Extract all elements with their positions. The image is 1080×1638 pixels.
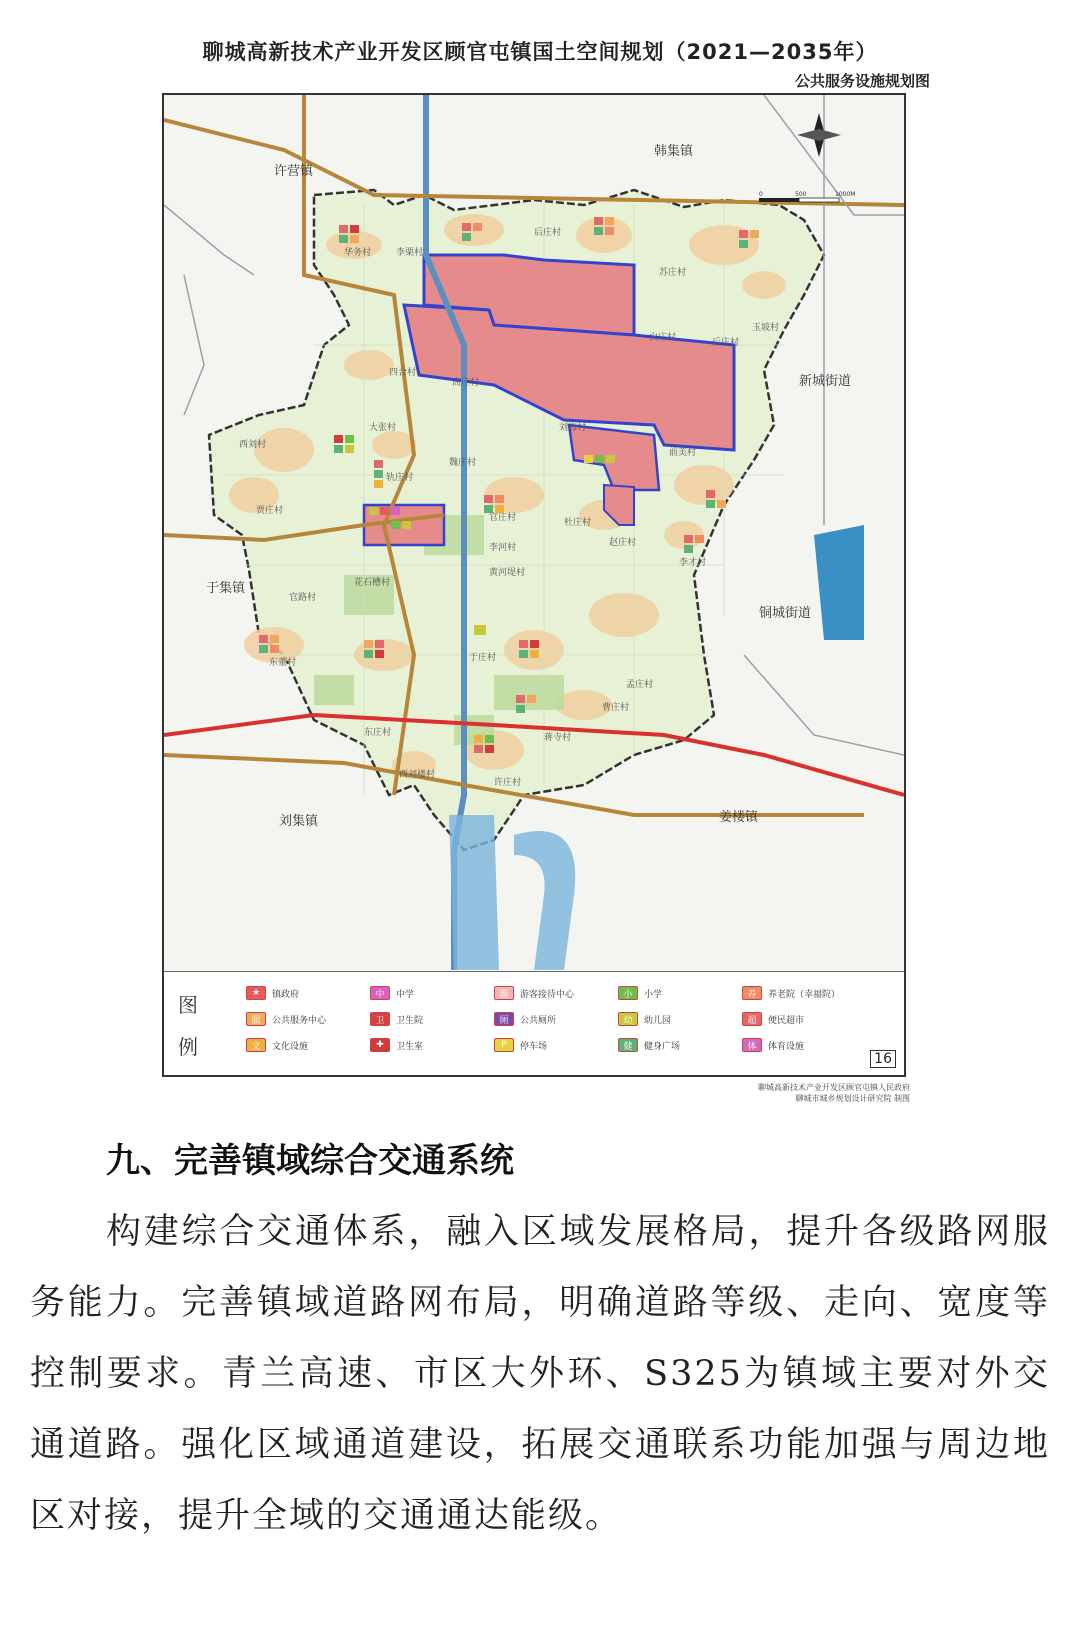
legend-label: 养老院（幸福院） [768,989,841,1000]
village-label: 苏庄村 [659,268,687,278]
village-label: 许庄村 [494,778,522,788]
village-label: 官路村 [289,593,317,603]
legend-label: 幼儿园 [644,1015,672,1026]
legend-item [494,1036,618,1054]
village-label: 后庄村 [534,228,562,238]
legend-item [370,1036,494,1054]
map-subtitle: 公共服务设施规划图 [794,72,930,90]
map-frame [162,93,906,1077]
legend-item [494,984,618,1002]
village-label: 杜庄村 [564,518,592,528]
legend-symbol-icon: 文 [246,1038,266,1052]
village-label: 赵庄村 [609,538,637,548]
legend-symbol-icon: 厕 [494,1012,514,1026]
village-label: 官庄村 [489,513,517,523]
label-yuji: 于集镇 [206,581,246,596]
legend-label: 卫生院 [396,1015,424,1026]
legend-label: 停车场 [520,1041,548,1052]
legend-symbol-icon: P [494,1038,514,1052]
village-label: 李河村 [489,543,517,553]
legend-symbol-icon: 超 [742,1012,762,1026]
legend-label: 文化设施 [272,1041,309,1052]
planning-map [164,95,904,970]
legend-item [494,1010,618,1028]
legend-item [742,1036,866,1054]
label-liuji: 刘集镇 [279,814,319,829]
label-xincheng: 新城街道 [799,374,852,389]
section-paragraph: 构建综合交通体系，融入区域发展格局，提升各级路网服务能力。完善镇域道路网布局，明确道路等级、走向、宽度等控制要求。青兰高速、市区大外环、S325为镇域主要对外交通道路。强化区域通道建设，拓展交通联系功能加强与周边地区对接，提升全域的交通通达能级。 [30,1212,1050,1536]
legend-symbol-icon: ✚ [370,1038,390,1052]
village-label: 黄河堤村 [489,568,526,578]
legend-label: 中学 [396,989,415,1000]
village-label: 李栗村 [396,248,424,258]
legend-label: 公共服务中心 [272,1015,327,1026]
label-hanji: 韩集镇 [654,144,694,159]
legend-item [246,984,370,1002]
section-heading: 九、完善镇域综合交通系统 [106,1141,514,1181]
village-label: 西刘村 [239,440,267,450]
village-label: 蒋寺村 [544,733,572,743]
legend-item [370,984,494,1002]
legend-item [742,984,866,1002]
village-label: 轨庄村 [386,473,414,483]
map-legend [164,971,904,1076]
label-xuying: 许营镇 [274,164,314,179]
village-label: 孟庄村 [626,680,654,690]
village-label: 刘海村 [559,423,587,433]
legend-label: 镇政府 [272,989,300,1000]
village-label: 西刘楼村 [399,770,436,780]
legend-symbol-icon: 体 [742,1038,762,1052]
village-label: 贾庄村 [256,506,284,516]
label-jianglou: 姜楼镇 [719,810,759,825]
legend-item [742,1010,866,1028]
village-label: 魏庄村 [449,458,477,468]
legend-label: 小学 [644,989,663,1000]
page-number: 16 [870,1050,896,1068]
village-label: 后庄村 [712,338,740,348]
legend-item [246,1010,370,1028]
svg-text:1000M: 1000M [835,191,856,198]
village-label: 大张村 [369,423,397,433]
village-label: 前美村 [669,448,697,458]
village-label: 白庄村 [649,333,677,343]
map-credit [758,1082,910,1104]
label-tongcheng: 铜城街道 [759,606,812,621]
legend-grid [246,984,841,1054]
legend-item [618,1010,742,1028]
village-label: 李才村 [679,558,707,568]
legend-symbol-icon: 卫 [370,1012,390,1026]
village-label: 玉坡村 [752,323,780,333]
legend-label: 健身广场 [644,1041,681,1052]
credit-line-2: 聊城市城乡规划设计研究院 制图 [795,1094,910,1103]
legend-symbol-icon: ★ [246,986,266,1000]
svg-text:0: 0 [759,191,763,198]
village-label: 四合村 [389,368,417,378]
village-label: 华务村 [344,248,372,258]
legend-item [618,984,742,1002]
village-label: 东董村 [269,658,297,668]
village-label: 花石槽村 [354,578,391,588]
legend-title: 图例 [178,993,198,1059]
credit-line-1: 聊城高新技术产业开发区顾官屯镇人民政府 [758,1083,910,1092]
village-label: 曹庄村 [602,703,630,713]
legend-symbol-icon: 养 [742,986,762,1000]
legend-symbol-icon: 服 [246,1012,266,1026]
legend-label: 卫生室 [396,1041,424,1052]
svg-text:500: 500 [795,191,807,198]
legend-symbol-icon: 中 [370,986,390,1000]
legend-item [618,1036,742,1054]
legend-symbol-icon: 游 [494,986,514,1000]
legend-item [246,1036,370,1054]
legend-label: 便民超市 [768,1015,805,1026]
legend-symbol-icon: 健 [618,1038,638,1052]
village-label: 高庄村 [452,378,480,388]
legend-item [370,1010,494,1028]
legend-symbol-icon: 小 [618,986,638,1000]
village-label: 东庄村 [364,728,392,738]
legend-label: 体育设施 [768,1041,805,1052]
legend-symbol-icon: 幼 [618,1012,638,1026]
map-title: 聊城高新技术产业开发区顾官屯镇国土空间规划（2021—2035年） [202,40,878,64]
legend-label: 公共厕所 [520,1015,557,1026]
legend-label: 游客接待中心 [520,989,575,1000]
reservoir [449,815,499,970]
village-label: 于庄村 [469,653,497,663]
